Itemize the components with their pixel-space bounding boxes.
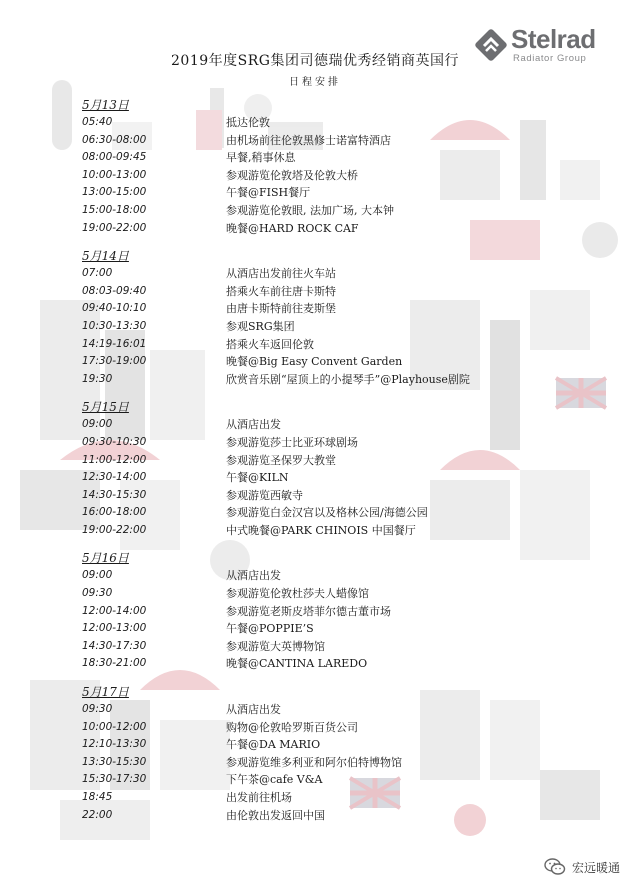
schedule-time: 18:45	[82, 791, 113, 803]
schedule-time: 19:00-22:00	[82, 221, 147, 234]
schedule-time: 10:00-12:00	[82, 720, 147, 733]
schedule-row	[82, 736, 542, 754]
schedule-desc: 由伦敦出发返回中国	[226, 808, 325, 822]
schedule-row	[82, 487, 542, 505]
schedule-row	[82, 603, 542, 621]
schedule-row	[82, 265, 542, 283]
schedule-desc: 下午茶@cafe V&A	[226, 773, 323, 787]
schedule-row	[82, 318, 542, 336]
schedule-desc: 晚餐@HARD ROCK CAF	[226, 221, 359, 235]
schedule-time: 14:30-15:30	[82, 488, 147, 501]
schedule-desc: 从酒店出发	[226, 418, 281, 432]
schedule-desc: 参观游览西敏寺	[226, 488, 303, 502]
schedule-row	[82, 807, 542, 825]
schedule-time: 15:30-17:30	[82, 773, 147, 786]
schedule-row	[82, 283, 542, 301]
schedule-time: 10:00-13:00	[82, 168, 147, 181]
schedule-row	[82, 655, 542, 673]
schedule-time: 12:30-14:00	[82, 471, 147, 484]
schedule-time: 10:30-13:30	[82, 319, 147, 332]
day-section	[82, 684, 542, 824]
schedule-desc: 抵达伦敦	[226, 116, 270, 129]
schedule-time: 06:30-08:00	[82, 133, 147, 146]
day-date: 5月15日	[82, 400, 129, 415]
schedule-row	[82, 336, 542, 354]
schedule-row	[82, 719, 542, 737]
schedule-row	[82, 184, 542, 202]
schedule-desc: 从酒店出发前往火车站	[226, 267, 336, 281]
schedule-time: 09:30-10:30	[82, 435, 147, 448]
page-title: 2019年度SRG集团司德瑞优秀经销商英国行	[171, 53, 459, 69]
schedule-row	[82, 469, 542, 487]
schedule-desc: 参观游览维多利亚和阿尔伯特博物馆	[226, 755, 402, 769]
schedule-desc: 早餐,稍事休息	[226, 151, 296, 165]
day-date: 5月16日	[82, 551, 129, 566]
schedule-row	[82, 789, 542, 807]
schedule-row	[82, 638, 542, 656]
schedule-desc: 搭乘火车返回伦敦	[226, 337, 314, 351]
schedule-desc: 参观游览伦敦塔及伦敦大桥	[226, 168, 358, 182]
watermark-text: 宏远暖通	[571, 860, 620, 875]
schedule-time: 09:30	[82, 703, 113, 716]
schedule-desc: 中式晚餐@PARK CHINOIS 中国餐厅	[226, 523, 416, 537]
schedule-row	[82, 754, 542, 772]
schedule-time: 12:00-13:00	[82, 622, 147, 635]
schedule-time: 08:03-09:40	[82, 284, 147, 297]
schedule-desc: 从酒店出发	[226, 703, 281, 717]
schedule-time: 09:00	[82, 418, 113, 431]
schedule-time: 19:30	[82, 372, 113, 385]
schedule-time: 16:00-18:00	[82, 506, 147, 519]
schedule-row	[82, 149, 542, 167]
schedule-row	[82, 114, 542, 132]
schedule-time: 17:30-19:00	[82, 355, 147, 368]
schedule-row	[82, 416, 542, 434]
union-jack-flag	[556, 378, 606, 408]
schedule-desc: 搭乘火车前往唐卡斯特	[226, 284, 336, 298]
day-date: 5月14日	[82, 249, 129, 264]
schedule-row	[82, 522, 542, 540]
schedule-desc: 午餐@KILN	[226, 471, 289, 485]
page-subtitle: 日程安排	[289, 77, 341, 88]
schedule-desc: 由机场前往伦敦黑修士诺富特酒店	[226, 133, 391, 147]
schedule-row	[82, 452, 542, 470]
day-date: 5月13日	[82, 98, 129, 112]
schedule-desc: 参观SRG集团	[226, 319, 295, 333]
wechat-icon	[544, 857, 566, 877]
schedule-time: 22:00	[82, 808, 113, 821]
logo-name: Stelrad	[511, 24, 596, 54]
schedule	[82, 97, 542, 835]
schedule-row	[82, 434, 542, 452]
schedule-row	[82, 202, 542, 220]
schedule-row	[82, 300, 542, 318]
schedule-row	[82, 220, 542, 238]
schedule-desc: 参观游览伦敦眼, 法加广场, 大本钟	[226, 203, 394, 217]
schedule-row	[82, 371, 542, 389]
schedule-time: 13:00-15:00	[82, 186, 147, 199]
schedule-time: 19:00-22:00	[82, 523, 147, 536]
schedule-time: 14:30-17:30	[82, 639, 147, 652]
schedule-desc: 参观游览老斯皮塔菲尔德古董市场	[226, 604, 391, 618]
schedule-desc: 参观游览大英博物馆	[226, 639, 325, 653]
logo-subtitle: Radiator Group	[513, 53, 587, 64]
schedule-desc: 午餐@FISH餐厅	[226, 186, 311, 200]
day-section	[82, 399, 542, 539]
schedule-desc: 出发前往机场	[226, 791, 292, 804]
day-section	[82, 550, 542, 673]
schedule-desc: 由唐卡斯特前往麦斯堡	[226, 302, 336, 316]
schedule-row	[82, 167, 542, 185]
schedule-time: 15:00-18:00	[82, 203, 147, 216]
schedule-row	[82, 132, 542, 150]
schedule-row	[82, 771, 542, 789]
schedule-desc: 购物@伦敦哈罗斯百货公司	[226, 720, 358, 734]
schedule-desc: 参观游览伦敦杜莎夫人蜡像馆	[226, 587, 369, 601]
schedule-desc: 从酒店出发	[226, 569, 281, 583]
day-section	[82, 248, 542, 388]
schedule-time: 13:30-15:30	[82, 755, 147, 768]
schedule-desc: 欣赏音乐剧“屋顶上的小提琴手”@Playhouse剧院	[226, 372, 470, 386]
wechat-watermark	[544, 857, 620, 877]
day-section	[82, 97, 542, 237]
schedule-time: 09:40-10:10	[82, 302, 147, 315]
schedule-time: 18:30-21:00	[82, 657, 147, 670]
schedule-desc: 参观游览白金汉宫以及格林公园/海德公园	[226, 506, 428, 520]
schedule-desc: 参观游览圣保罗大教堂	[226, 453, 336, 467]
schedule-time: 09:00	[82, 569, 113, 582]
schedule-time: 07:00	[82, 267, 113, 280]
schedule-time: 11:00-12:00	[82, 453, 147, 466]
schedule-time: 12:10-13:30	[82, 738, 147, 751]
schedule-desc: 午餐@POPPIE’S	[226, 622, 314, 636]
day-date: 5月17日	[82, 685, 129, 700]
schedule-time: 12:00-14:00	[82, 604, 147, 617]
schedule-row	[82, 504, 542, 522]
schedule-row	[82, 585, 542, 603]
schedule-desc: 晚餐@CANTINA LAREDO	[226, 657, 368, 671]
schedule-desc: 午餐@DA MARIO	[226, 738, 321, 752]
schedule-time: 05:40	[82, 116, 113, 128]
schedule-row	[82, 567, 542, 585]
schedule-desc: 参观游览莎士比亚环球剧场	[226, 435, 358, 449]
schedule-time: 09:30	[82, 587, 113, 600]
schedule-row	[82, 701, 542, 719]
schedule-time: 14:19-16:01	[82, 337, 147, 350]
schedule-row	[82, 620, 542, 638]
schedule-desc: 晚餐@Big Easy Convent Garden	[226, 355, 403, 369]
schedule-row	[82, 353, 542, 371]
schedule-time: 08:00-09:45	[82, 151, 147, 164]
